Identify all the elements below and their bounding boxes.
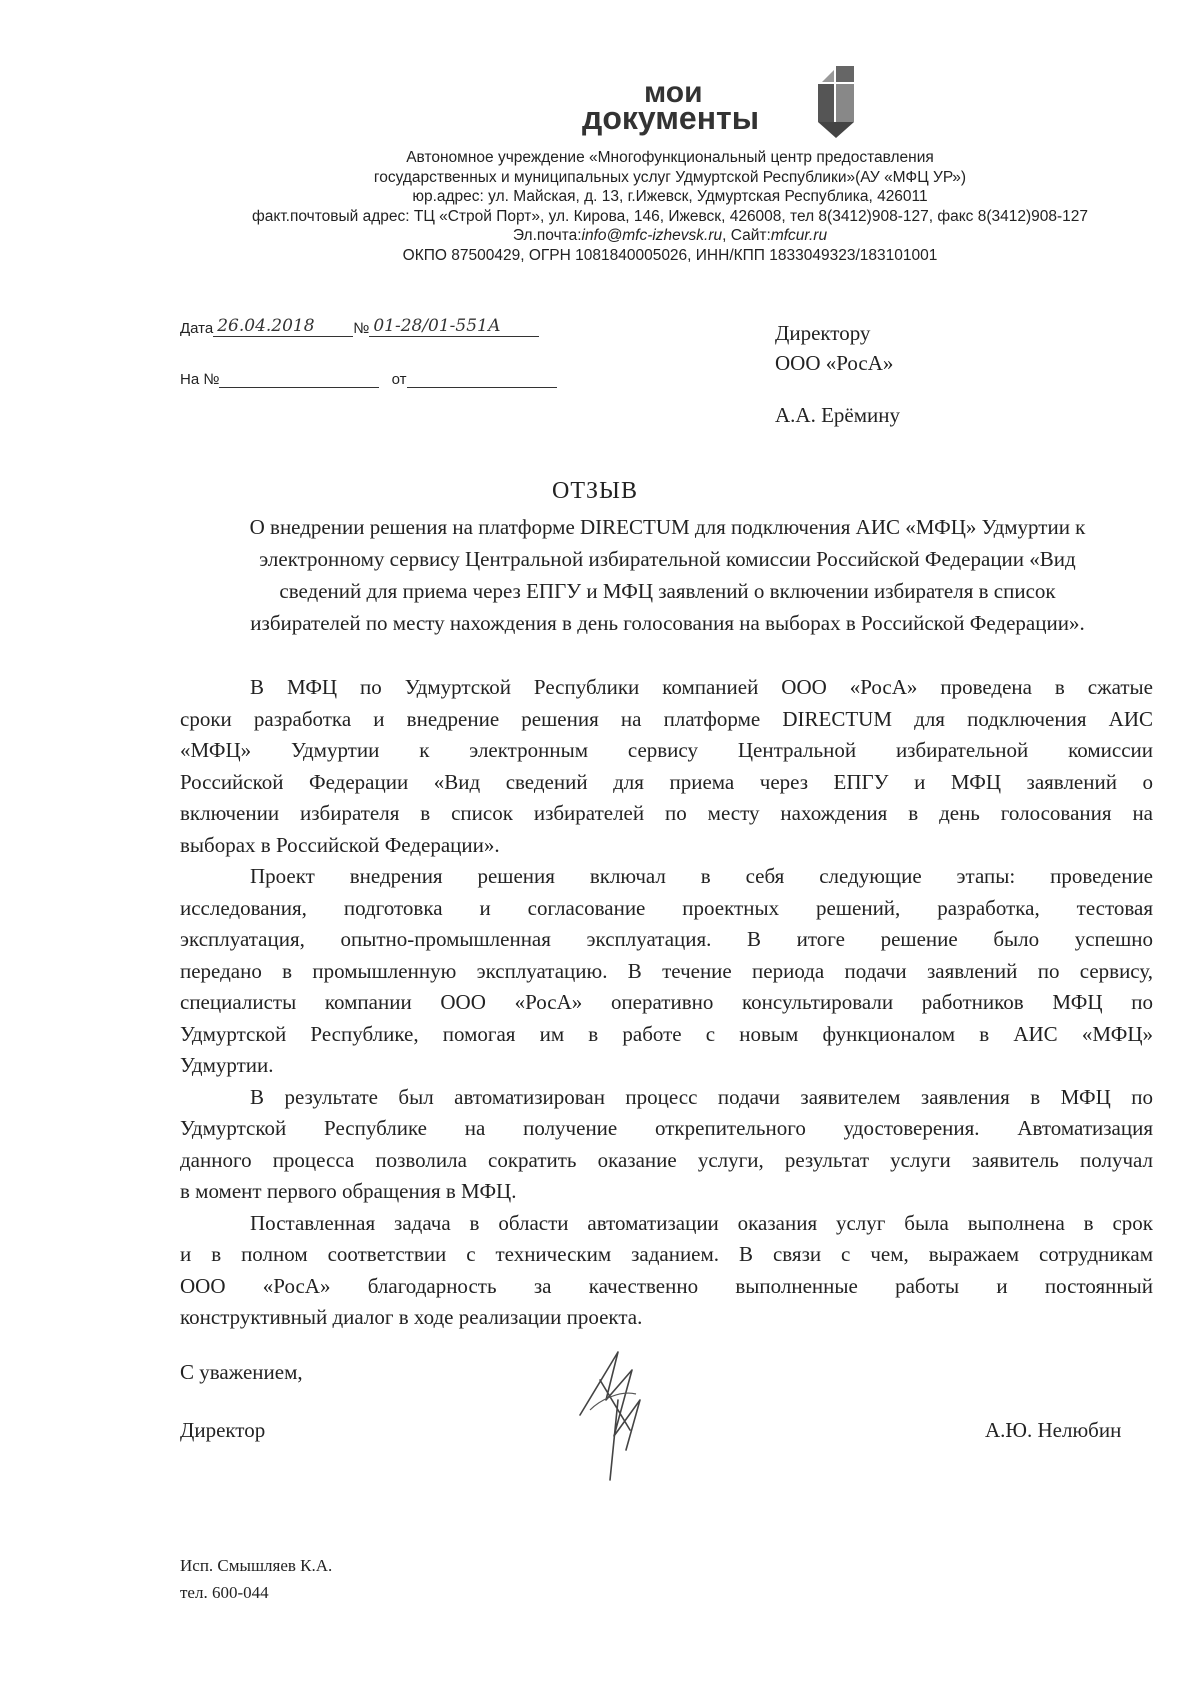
logo-word-dokumenty: документы — [582, 100, 760, 136]
from-label: от — [391, 371, 407, 388]
addressee-position: Директору — [775, 321, 871, 345]
date-field — [213, 318, 353, 337]
paragraph-line: и в полном соответствии с техническим заданием. В связи с чем, выражаем сотрудникам — [180, 1242, 1153, 1266]
closing-phrase: С уважением, — [180, 1360, 303, 1384]
date-handwritten: 26.04.2018 — [217, 316, 315, 336]
paragraph-line: специалисты компании ООО «РосА» оперативно консультировали работников МФЦ по — [180, 990, 1153, 1014]
registration-date-number — [180, 318, 539, 337]
number-label: № — [353, 320, 370, 337]
from-field — [407, 369, 557, 388]
paragraph-line: Удмуртской Республике на получение открепительного удостоверения. Автоматизация — [180, 1116, 1153, 1140]
legal-address: юр.адрес: ул. Майская, д. 13, г.Ижевск, Удмуртская Республика, 426011 — [412, 188, 928, 205]
organization-header — [200, 148, 1140, 265]
org-name-line2: государственных и муниципальных услуг Удмуртской Республики»(АУ «МФЦ УР») — [373, 168, 967, 186]
document-title: ОТЗЫВ — [552, 478, 638, 504]
executor-name: Исп. Смышляев К.А. — [180, 1556, 333, 1575]
paragraph-line: В результате был автоматизирован процесс подачи заявителем заявления в МФЦ по — [250, 1084, 1153, 1109]
paragraph-line: Поставленная задача в области автоматизации оказания услуг была выполнена в срок — [250, 1210, 1153, 1235]
paragraph-4 — [180, 1208, 1153, 1334]
signatory-name: А.Ю. Нелюбин — [985, 1418, 1122, 1442]
contacts-line — [200, 226, 1140, 246]
email-label: Эл.почта: — [512, 227, 582, 244]
addressee-block — [775, 318, 900, 430]
paragraph-line: выборах в Российской Федерации». — [180, 832, 500, 857]
paragraph-line: Проект внедрения решения включал в себя следующие этапы: проведение — [250, 864, 1153, 888]
paragraph-line: Удмуртии. — [180, 1053, 274, 1077]
executor-block — [180, 1552, 332, 1606]
paragraph-line: ООО «РосА» благодарность за качественно выполненные работы и постоянный — [180, 1273, 1153, 1298]
signatory-role: Директор — [180, 1418, 266, 1442]
email-address: info@mfc-izhevsk.ru — [581, 227, 723, 244]
subtitle-line: сведений для приема через ЕПГУ и МФЦ заявлений о включении избирателя в список — [279, 579, 1056, 603]
paragraph-2 — [180, 861, 1153, 1082]
document-subtitle — [180, 511, 1155, 639]
mfc-logo — [582, 58, 882, 148]
number-handwritten: 01-28/01-551А — [373, 316, 501, 336]
paragraph-3 — [180, 1082, 1153, 1208]
handwritten-signature — [570, 1340, 660, 1490]
paragraph-line: В МФЦ по Удмуртской Республики компанией ООО «РосА» проведена в сжатые — [250, 675, 1153, 699]
addressee-company: ООО «РосА» — [775, 351, 894, 375]
paragraph-line: передано в промышленную эксплуатацию. В течение периода подачи заявлений по сервису, — [180, 958, 1153, 983]
subtitle-line: избирателей по месту нахождения в день голосования на выборах в Российской Федерации». — [250, 611, 1085, 635]
paragraph-line: «МФЦ» Удмуртии к электронным сервису Центральной избирательной комиссии — [180, 738, 1153, 762]
paragraph-line: сроки разработка и внедрение решения на платформе DIRECTUM для подключения АИС — [180, 706, 1153, 731]
ref-field — [219, 369, 379, 388]
site-url: mfcur.ru — [770, 227, 828, 244]
paragraph-line: конструктивный диалог в ходе реализации проекта. — [180, 1305, 643, 1329]
paragraph-line: эксплуатация, опытно-промышленная эксплуатация. В итоге решение было успешно — [180, 927, 1153, 951]
postal-address: факт.почтовый адрес: ТЦ «Строй Порт», ул. Кирова, 146, Ижевск, 426008, тел 8(3412)908-127, факс 8(3412)908-127 — [251, 207, 1089, 225]
paragraph-line: Российской Федерации «Вид сведений для приема через ЕПГУ и МФЦ заявлений о — [180, 769, 1153, 794]
subtitle-line: электронному сервису Центральной избирательной комиссии Российской Федерации «Вид — [259, 547, 1076, 571]
date-label: Дата — [180, 320, 214, 337]
paragraph-line: исследования, подготовка и согласование проектных решений, разработка, тестовая — [180, 895, 1153, 920]
ref-label: На № — [180, 371, 220, 388]
paragraph-line: Удмуртской Республике, помогая им в работе с новым функционалом в АИС «МФЦ» — [180, 1021, 1153, 1046]
number-field — [369, 318, 539, 337]
logo-word-moi: мои — [644, 76, 703, 109]
logo-emblem-icon — [814, 62, 858, 140]
letter-body — [180, 672, 1153, 1334]
org-name-line1: Автономное учреждение «Многофункциональный центр предоставления — [406, 149, 934, 166]
registry-codes: ОКПО 87500429, ОГРН 1081840005026, ИНН/КПП 1833049323/183101001 — [402, 246, 938, 264]
site-label: , Сайт: — [722, 227, 771, 244]
paragraph-line: данного процесса позволила сократить оказание услуги, результат услуги заявитель получал — [180, 1147, 1153, 1172]
paragraph-line: в момент первого обращения в МФЦ. — [180, 1179, 517, 1203]
executor-phone: тел. 600-044 — [180, 1583, 269, 1602]
subtitle-line: О внедрении решения на платформе DIRECTUM для подключения АИС «МФЦ» Удмуртии к — [249, 515, 1086, 539]
paragraph-line: включении избирателя в список избирателей по месту нахождения в день голосования на — [180, 801, 1153, 825]
addressee-name: А.А. Ерёмину — [775, 403, 900, 427]
paragraph-1 — [180, 672, 1153, 861]
registration-reference — [180, 369, 557, 388]
